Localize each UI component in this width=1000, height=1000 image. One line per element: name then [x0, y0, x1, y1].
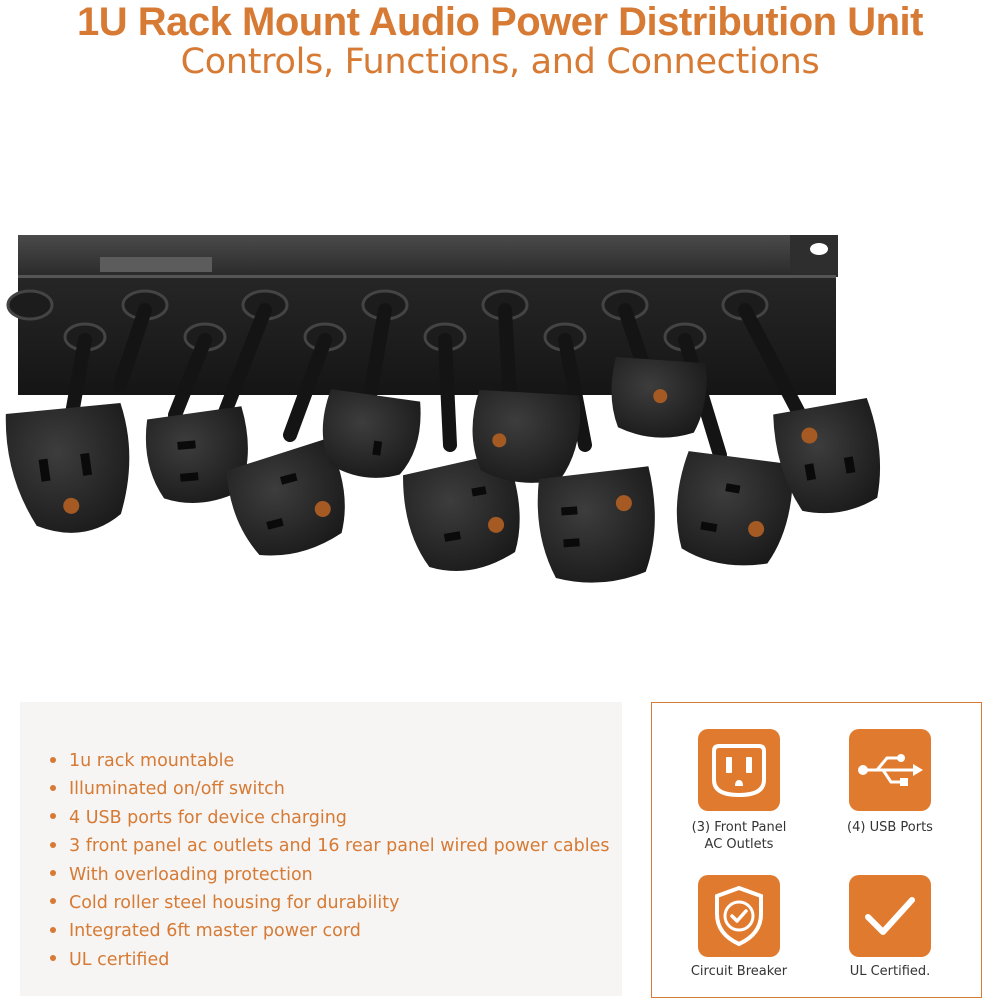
ul-caption: UL Certified.	[849, 964, 931, 979]
usb-caption: (4) USB Ports	[847, 820, 933, 835]
page-title: 1U Rack Mount Audio Power Distribution Unit	[77, 0, 923, 44]
bullet-icon	[50, 927, 56, 933]
bullet-icon	[50, 870, 56, 876]
list-item: Integrated 6ft master power cord	[50, 917, 610, 945]
feature-list-panel	[20, 702, 622, 996]
outlets-caption: (3) Front Panel AC Outlets	[691, 820, 787, 852]
bullet-icon	[50, 813, 56, 819]
breaker-caption: Circuit Breaker	[690, 964, 788, 979]
list-item: With overloading protection	[50, 861, 610, 889]
page-subtitle: Controls, Functions, and Connections	[180, 42, 820, 82]
feature-list	[50, 747, 610, 974]
list-item: UL certified	[50, 946, 610, 974]
list-item: Cold roller steel housing for durability	[50, 889, 610, 917]
bullet-icon	[50, 757, 56, 763]
list-item: 4 USB ports for device charging	[50, 804, 610, 832]
bullet-icon	[50, 785, 56, 791]
bullet-icon	[50, 898, 56, 904]
product-photo	[0, 225, 1000, 585]
bullet-icon	[50, 955, 56, 961]
ac-outlet-icon	[698, 729, 780, 811]
list-item: Illuminated on/off switch	[50, 775, 610, 803]
checkmark-icon	[849, 875, 931, 957]
list-item: 3 front panel ac outlets and 16 rear panel wired power cables	[50, 832, 610, 860]
usb-icon	[849, 729, 931, 811]
bullet-icon	[50, 842, 56, 848]
list-item: 1u rack mountable	[50, 747, 610, 775]
shield-check-icon	[698, 875, 780, 957]
features-icon-panel	[651, 702, 982, 998]
